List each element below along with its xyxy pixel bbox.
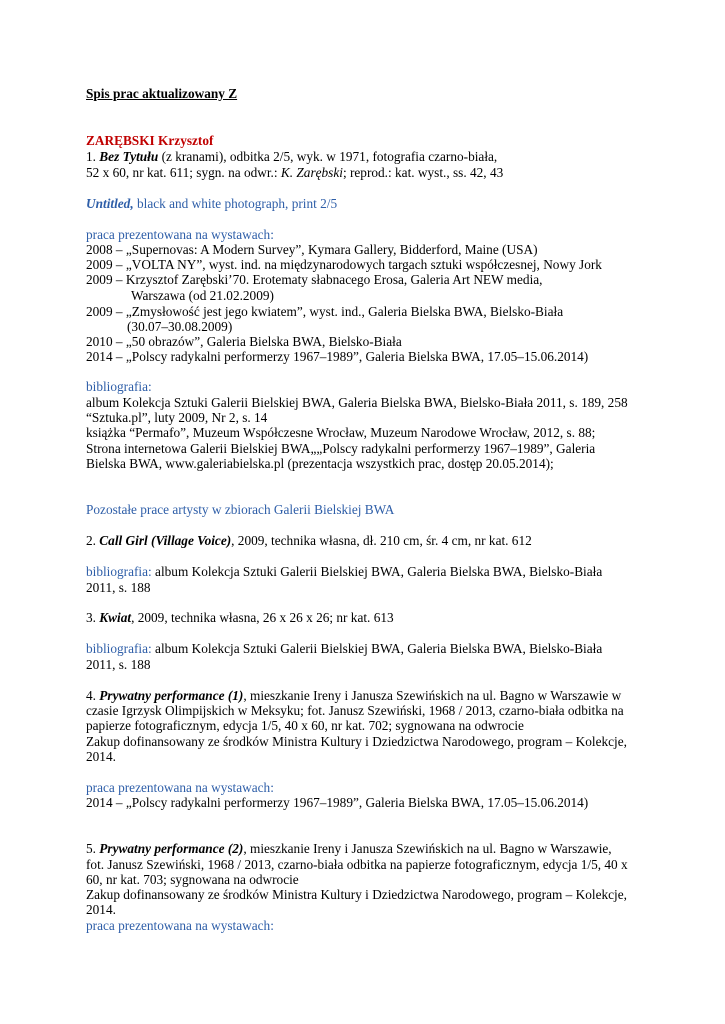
exhibition-item: 2008 – „Supernovas: A Modern Survey”, Kymara Gallery, Bidderford, Maine (USA) (86, 242, 538, 257)
work3-bib-text: album Kolekcja Sztuki Galerii Bielskiej BWA, Galeria Bielska BWA, Bielsko-Biała (151, 641, 603, 656)
work2-bib-label: bibliografia: (86, 564, 152, 579)
work3-bib-label: bibliografia: (86, 641, 152, 656)
artist-name: ZARĘBSKI Krzysztof (86, 133, 214, 148)
work1-dims: 52 x 60, nr kat. 611; sygn. na odwr.: (86, 165, 281, 180)
work4-line1 (86, 688, 621, 704)
work3-bib (86, 641, 602, 657)
work3-title: Kwiat (99, 610, 132, 625)
work5-line5: 2014. (86, 902, 116, 917)
exhibition-item: 2009 – Krzysztof Zarębski’70. Erotematy słabnacego Erosa, Galeria Art NEW media, (86, 272, 543, 287)
work4-line3: papierze fotograficznym, edycja 1/5, 40 x 60, nr kat. 702; sygnowana na odwrocie (86, 718, 524, 733)
exhibition-item: 2009 – „VOLTA NY”, wyst. ind. na międzynarodowych targach sztuki współczesnej, Nowy Jork (86, 257, 602, 272)
work5-line4: Zakup dofinansowany ze środków Ministra Kultury i Dziedzictwa Narodowego, program – Kolekcje, (86, 887, 627, 902)
work1-number: 1. (86, 149, 100, 164)
other-works-heading: Pozostałe prace artysty w zbiorach Galerii Bielskiej BWA (86, 502, 395, 517)
work1-en-desc: black and white photograph, print 2/5 (133, 196, 338, 211)
work3-number: 3. (86, 610, 100, 625)
work2-bib (86, 564, 602, 580)
work2-bib-text: album Kolekcja Sztuki Galerii Bielskiej BWA, Galeria Bielska BWA, Bielsko-Biała (151, 564, 603, 579)
work1-exh-heading: praca prezentowana na wystawach: (86, 227, 274, 242)
work2-number: 2. (86, 533, 100, 548)
work4-line4: Zakup dofinansowany ze środków Ministra Kultury i Dziedzictwa Narodowego, program – Kolekcje, (86, 734, 627, 749)
work3-desc: , 2009, technika własna, 26 x 26 x 26; nr kat. 613 (131, 610, 394, 625)
work1-english (86, 196, 337, 212)
work3-bib-cont: 2011, s. 188 (86, 657, 151, 672)
work4-exh-heading: praca prezentowana na wystawach: (86, 780, 274, 795)
work1-bib-heading: bibliografia: (86, 379, 152, 394)
exhibition-item: 2014 – „Polscy radykalni performerzy 1967–1989”, Galeria Bielska BWA, 17.05–15.06.2014) (86, 795, 589, 810)
work5-line2: fot. Janusz Szewiński, 1968 / 2013, czarno-biała odbitka na papierze fotograficznym, edycja 1/5, 40 x (86, 857, 628, 872)
work4-title: Prywatny performance (1) (99, 688, 244, 703)
work1-en-title: Untitled, (86, 196, 134, 211)
work4-desc: , mieszkanie Ireny i Janusza Szewińskich na ul. Bagno w Warszawie w (243, 688, 622, 703)
exhibition-item-cont: Warszawa (od 21.02.2009) (131, 288, 274, 303)
work5-exh-heading: praca prezentowana na wystawach: (86, 918, 274, 933)
work1-signature: K. Zarębski (280, 165, 343, 180)
work4-number: 4. (86, 688, 100, 703)
work5-number: 5. (86, 841, 100, 856)
work2-title: Call Girl (Village Voice) (99, 533, 232, 548)
exhibition-item-cont: (30.07–30.08.2009) (127, 319, 233, 334)
bibliography-item: Strona internetowa Galerii Bielskiej BWA„„Polscy radykalni performerzy 1967–1989”, Galeria (86, 441, 596, 456)
work3-line (86, 610, 394, 626)
work5-line3: 60, nr kat. 703; sygnowana na odwrocie (86, 872, 299, 887)
bibliography-item: “Sztuka.pl”, luty 2009, Nr 2, s. 14 (86, 410, 268, 425)
bibliography-item: album Kolekcja Sztuki Galerii Bielskiej BWA, Galeria Bielska BWA, Bielsko-Biała 2011, s. 189, 258 (86, 395, 628, 410)
work5-desc: , mieszkanie Ireny i Janusza Szewińskich na ul. Bagno w Warszawie, (243, 841, 612, 856)
page-title: Spis prac aktualizowany Z (86, 86, 238, 101)
exhibition-item: 2009 – „Zmysłowość jest jego kwiatem”, wyst. ind., Galeria Bielska BWA, Bielsko-Biała (86, 304, 564, 319)
work2-line (86, 533, 532, 549)
work2-desc: , 2009, technika własna, dł. 210 cm, śr. 4 cm, nr kat. 612 (231, 533, 532, 548)
work1-line1 (86, 149, 497, 165)
bibliography-item: książka “Permafo”, Muzeum Współczesne Wrocław, Muzeum Narodowe Wrocław, 2012, s. 88; (86, 425, 596, 440)
work4-line2: czasie Igrzysk Olimpijskich w Meksyku; fot. Janusz Szewiński, 1968 / 2013, czarno-biała odbitka na (86, 703, 624, 718)
exhibition-item: 2014 – „Polscy radykalni performerzy 1967–1989”, Galeria Bielska BWA, 17.05–15.06.2014) (86, 349, 589, 364)
bibliography-item: Bielska BWA, www.galeriabielska.pl (prezentacja wszystkich prac, dostęp 20.05.2014); (86, 456, 554, 471)
work1-reprod: ; reprod.: kat. wyst., ss. 42, 43 (342, 165, 504, 180)
work2-bib-cont: 2011, s. 188 (86, 580, 151, 595)
exhibition-item: 2010 – „50 obrazów”, Galeria Bielska BWA, Bielsko-Biała (86, 334, 402, 349)
work1-line2 (86, 165, 503, 181)
work4-line5: 2014. (86, 749, 116, 764)
work1-desc: (z kranami), odbitka 2/5, wyk. w 1971, fotografia czarno-biała, (158, 149, 498, 164)
work5-title: Prywatny performance (2) (99, 841, 244, 856)
work5-line1 (86, 841, 612, 857)
work1-title: Bez Tytułu (99, 149, 159, 164)
